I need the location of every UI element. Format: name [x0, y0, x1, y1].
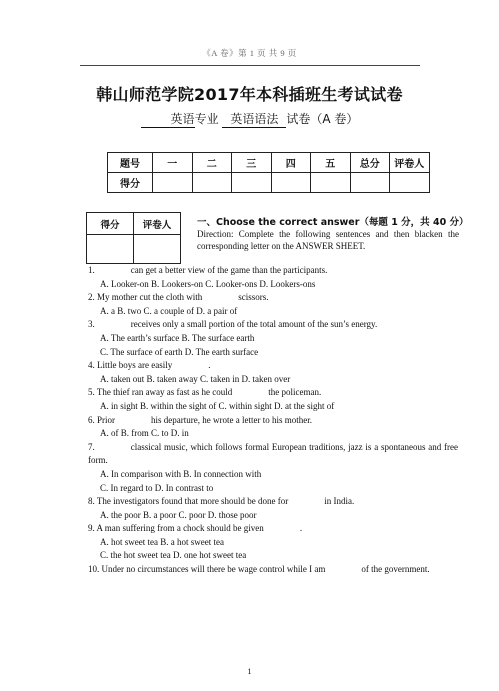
score-blank-cell[interactable]: [153, 173, 193, 193]
question-options: C. In regard to D. In contrast to: [100, 482, 214, 493]
question-stem: 8. The investigators found that more should be done for in India.: [88, 496, 355, 507]
grader-name-label: 评卷人: [134, 213, 181, 235]
question-stem: 7. classical music, which follows formal European traditions, jazz is a spontaneous and free form.: [88, 441, 458, 466]
score-blank-cell[interactable]: [232, 173, 272, 193]
score-cell: 题号: [108, 153, 153, 173]
score-header-row: [108, 153, 430, 173]
exam-subtitle: [0, 110, 499, 128]
score-cell: 四: [271, 153, 311, 173]
question-options: A. a B. two C. a couple of D. a pair of: [100, 305, 238, 316]
question-list: [88, 264, 458, 577]
question-stem: 9. A man suffering from a chock should be given .: [88, 523, 303, 534]
score-cell: 一: [153, 153, 193, 173]
question-options: C. The surface of earth D. The earth surface: [100, 346, 259, 357]
score-blank-cell[interactable]: [390, 173, 430, 193]
question-stem: 6. Prior his departure, he wrote a letter to his mother.: [88, 414, 312, 425]
question-options: A. taken out B. taken away C. taken in D. taken over: [100, 373, 291, 384]
score-table: [107, 152, 430, 193]
question-options: A. The earth’s surface B. The surface earth: [100, 332, 255, 343]
header-rule: [80, 65, 420, 66]
question-options: A. the poor B. a poor C. poor D. those poor: [100, 509, 257, 520]
score-blank-cell[interactable]: [311, 173, 351, 193]
major-field: 英语: [141, 110, 195, 128]
question-options: A. of B. from C. to D. in: [100, 428, 189, 439]
grader-name-blank[interactable]: [134, 235, 181, 264]
question-stem: 2. My mother cut the cloth with scissors.: [88, 292, 269, 303]
score-cell: 总分: [350, 153, 390, 173]
page-number: 1: [247, 666, 252, 676]
question-options: A. hot sweet tea B. a hot sweet tea: [100, 536, 224, 547]
major-suffix: 专业: [194, 112, 219, 126]
question-options: A. in sight B. within the sight of C. within sight D. at the sight of: [100, 400, 335, 411]
score-row-label: 得分: [108, 173, 153, 193]
question-stem: 5. The thief ran away as fast as he could the policeman.: [88, 387, 322, 398]
score-cell: 五: [311, 153, 351, 173]
score-cell: 二: [192, 153, 232, 173]
section-title: 一、Choose the correct answer（每题 1 分，共 40 分）: [197, 217, 469, 228]
score-blank-cell[interactable]: [350, 173, 390, 193]
question-options: C. the hot sweet tea D. one hot sweet tea: [100, 550, 247, 561]
score-blank-cell[interactable]: [271, 173, 311, 193]
score-cell: 三: [232, 153, 272, 173]
score-value-row: [108, 173, 430, 193]
course-field: 英语语法: [222, 110, 286, 128]
score-cell: 评卷人: [390, 153, 430, 173]
grader-box: [86, 212, 181, 264]
question-stem: 10. Under no circumstances will there be wage control while I am of the government.: [88, 564, 430, 575]
score-blank-cell[interactable]: [192, 173, 232, 193]
question-stem: 3. receives only a small portion of the total amount of the sun’s energy.: [88, 319, 378, 330]
question-options: A. In comparison with B. In connection with: [100, 468, 262, 479]
grader-score-label: 得分: [87, 213, 134, 235]
exam-title: 韩山师范学院2017年本科插班生考试试卷: [96, 85, 403, 104]
question-options: A. Looker-on B. Lookers-on C. Looker-ons D. Lookers-ons: [100, 278, 316, 289]
question-stem: 4. Little boys are easily .: [88, 360, 211, 371]
section-direction: Direction: Complete the following sentences and then blacken the corresponding letter on the ANSWER SHEET.: [197, 229, 459, 252]
course-suffix: 试卷（A 卷）: [286, 112, 359, 126]
page-header: 《A 卷》第 1 页 共 9 页: [202, 48, 297, 58]
grader-score-blank[interactable]: [87, 235, 134, 264]
question-stem: 1. can get a better view of the game than the participants.: [88, 265, 328, 275]
